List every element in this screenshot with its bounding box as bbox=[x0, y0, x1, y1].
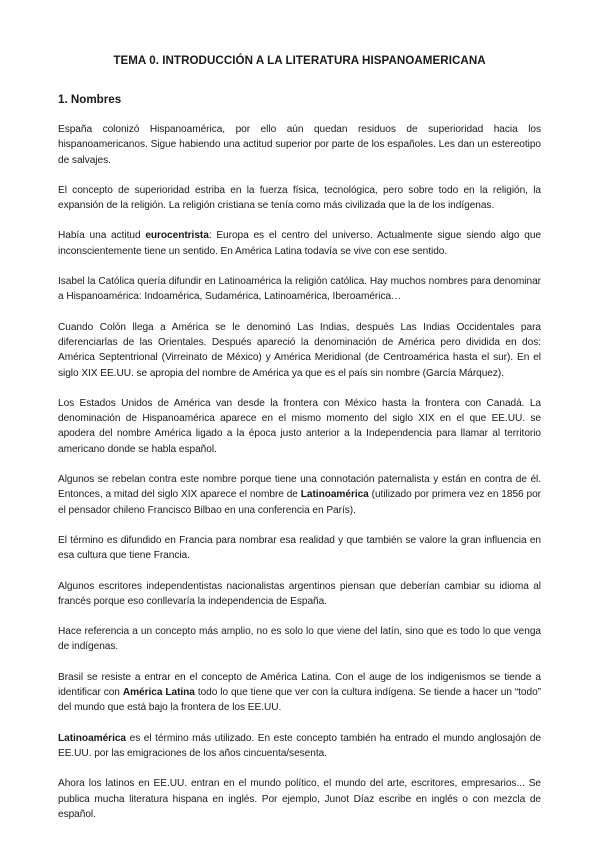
document-title: TEMA 0. INTRODUCCIÓN A LA LITERATURA HISPANOAMERICANA bbox=[113, 54, 486, 67]
text-run: España colonizó Hispanoamérica, por ello aún quedan residuos de superioridad hacia los hispanoamericanos. Sigue habiendo una actitud superior por parte de los españoles. Les dan un estereotipo de salvajes. bbox=[58, 124, 541, 166]
bold-term: Latinoamérica bbox=[300, 489, 369, 501]
text-run: El término es difundido en Francia para nombrar esa realidad y que también se valore la gran influencia en esa cultura que tiene Francia. bbox=[58, 534, 541, 562]
paragraph bbox=[58, 274, 541, 305]
paragraph bbox=[58, 228, 541, 259]
bold-term: eurocentrista bbox=[145, 230, 209, 242]
text-run: Había una actitud bbox=[58, 230, 146, 242]
paragraph bbox=[58, 776, 541, 822]
text-run: todo lo que tiene que ver con la cultura indígena. Se tiende a hacer un “todo” del mundo que está bajo la frontera de los EE.UU. bbox=[58, 687, 541, 714]
text-run: El concepto de superioridad estriba en la fuerza física, tecnológica, pero sobre todo en la religión, la expansión de la religión. La religión cristiana se tenía como más civilizada que la de los indígenas. bbox=[58, 184, 541, 212]
section-heading: 1. Nombres bbox=[58, 93, 122, 106]
text-run: Brasil se resiste a entrar en el concepto de América Latina. Con el auge de los indigenismos se tiende a identificar con bbox=[58, 671, 541, 699]
paragraph bbox=[58, 122, 541, 168]
paragraph bbox=[58, 320, 541, 381]
paragraph bbox=[58, 670, 541, 716]
text-run: Cuando Colón llega a América se le denominó Las Indias, después Las Indias Occidentales para diferenciarlas de las Orientales. Después apareció la denominación de América pero dividida en dos: América Septentrional (Virreinato de México) y América Meridional (de Centroamérica hasta el sur). En el siglo XIX EE.UU. se apropia del nombre de América ya que es el país sin nombre (García Márquez). bbox=[58, 321, 541, 379]
paragraph bbox=[58, 579, 541, 610]
bold-term: Latinoamérica bbox=[58, 732, 127, 744]
paragraph bbox=[58, 472, 541, 518]
paragraph bbox=[58, 183, 541, 214]
text-run: : Europa es el centro del universo. Actualmente sigue siendo algo que inconscientemente tiene un sentido. En América Latina todavía se vive con ese sentido. bbox=[58, 230, 541, 257]
paragraph bbox=[58, 624, 541, 655]
paragraph bbox=[58, 396, 541, 457]
text-run: Isabel la Católica quería difundir en Latinoamérica la religión católica. Hay muchos nombres para denominar a Hispanoamérica: Indoamérica, Sudamérica, Latinoamérica, Iberoamérica… bbox=[58, 276, 541, 303]
paragraph bbox=[58, 533, 541, 564]
paragraphs-container bbox=[58, 122, 541, 822]
text-run: Algunos escritores independentistas nacionalistas argentinos piensan que deberían cambiar su idioma al francés porque eso conllevaría la independencia de España. bbox=[58, 580, 541, 607]
text-run: Hace referencia a un concepto más amplio, no es solo lo que viene del latín, sino que es todo lo que venga de indígenas. bbox=[58, 626, 541, 653]
text-run: Ahora los latinos en EE.UU. entran en el mundo político, el mundo del arte, escritores, empresarios... Se publica mucha literatura hispana en inglés. Por ejemplo, Junot Díaz escribe en inglés o con mezcla de español. bbox=[58, 778, 541, 820]
bold-term: América Latina bbox=[122, 687, 195, 699]
text-run: es el término más utilizado. En este concepto también ha entrado el mundo anglosajón de EE.UU. por las emigraciones de los años cincuenta/sesenta. bbox=[58, 732, 541, 759]
text-run: Los Estados Unidos de América van desde la frontera con México hasta la frontera con Canadá. La denominación de Hispanoamérica aparece en el mismo momento del siglo XIX en el que EE.UU. se apodera del nombre América ligado a la época justo anterior a la Independencia para llamar al territorio americano donde se habla español. bbox=[58, 397, 541, 455]
text-run: Algunos se rebelan contra este nombre porque tiene una connotación paternalista y están en contra de él. Entonces, a mitad del siglo XIX aparece el nombre de bbox=[58, 474, 541, 501]
paragraph bbox=[58, 731, 541, 762]
text-run: (utilizado por primera vez en 1856 por el pensador chileno Francisco Bilbao en una conferencia en París). bbox=[58, 489, 541, 516]
